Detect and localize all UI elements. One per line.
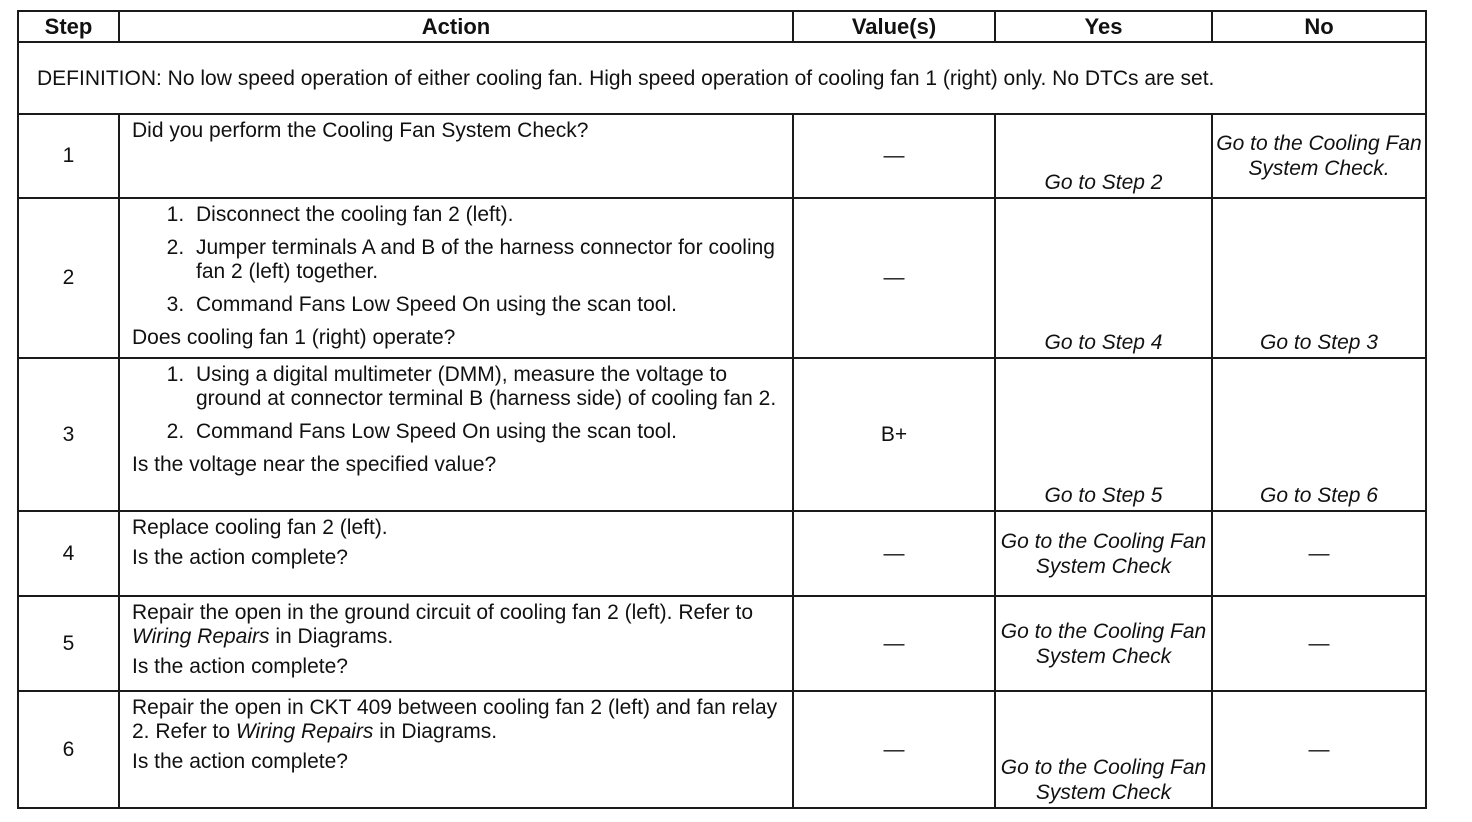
step-number: 1 <box>18 114 119 198</box>
step-number: 2 <box>18 198 119 358</box>
wiring-repairs-reference: Wiring Repairs <box>132 625 270 648</box>
action-text: Did you perform the Cooling Fan System Check? <box>132 119 589 142</box>
definition-text: DEFINITION: No low speed operation of either cooling fan. High speed operation of cooling fan 1 (right) only. No DTCs are set. <box>18 42 1426 114</box>
table-row <box>18 358 1426 511</box>
value-cell: — <box>793 114 995 198</box>
header-row <box>18 11 1426 42</box>
step-number: 6 <box>18 691 119 808</box>
yes-cell: Go to Step 4 <box>995 198 1212 358</box>
diagnostic-table <box>17 10 1427 809</box>
action-text: Repair the open in the ground circuit of cooling fan 2 (left). Refer to Wiring Repairs in Diagrams. <box>132 601 754 648</box>
table-row <box>18 114 1426 198</box>
action-cell <box>119 198 793 358</box>
action-text: Repair the open in CKT 409 between cooling fan 2 (left) and fan relay 2. Refer to Wiring Repairs in Diagrams. <box>132 696 778 743</box>
value-cell: — <box>793 198 995 358</box>
no-cell: — <box>1212 596 1426 691</box>
yes-cell: Go to the Cooling Fan System Check <box>995 596 1212 691</box>
action-step: 2. Jumper terminals A and B of the harness connector for cooling fan 2 (left) together. <box>190 236 782 284</box>
action-text: Replace cooling fan 2 (left). <box>132 516 388 539</box>
no-cell: Go to Step 6 <box>1212 358 1426 511</box>
action-step: 1. Disconnect the cooling fan 2 (left). <box>190 203 782 227</box>
no-cell: — <box>1212 691 1426 808</box>
header-value: Value(s) <box>793 11 995 42</box>
header-yes: Yes <box>995 11 1212 42</box>
action-question: Is the voltage near the specified value? <box>132 453 497 476</box>
table-row <box>18 596 1426 691</box>
value-cell: — <box>793 511 995 596</box>
action-cell <box>119 691 793 808</box>
table-row <box>18 511 1426 596</box>
yes-cell: Go to the Cooling Fan System Check <box>995 511 1212 596</box>
action-step: 1. Using a digital multimeter (DMM), measure the voltage to ground at connector terminal B (harness side) of cooling fan 2. <box>190 363 782 411</box>
wiring-repairs-reference: Wiring Repairs <box>235 720 374 743</box>
step-number: 3 <box>18 358 119 511</box>
action-question: Does cooling fan 1 (right) operate? <box>132 326 456 349</box>
action-question: Is the action complete? <box>132 750 348 773</box>
action-steps <box>132 203 782 317</box>
header-step: Step <box>18 11 119 42</box>
action-step: 2. Command Fans Low Speed On using the scan tool. <box>190 420 782 444</box>
value-cell: B+ <box>793 358 995 511</box>
table-row <box>18 198 1426 358</box>
header-no: No <box>1212 11 1426 42</box>
no-cell: Go to Step 3 <box>1212 198 1426 358</box>
step-number: 5 <box>18 596 119 691</box>
table-row <box>18 691 1426 808</box>
value-cell: — <box>793 596 995 691</box>
action-question: Is the action complete? <box>132 655 348 678</box>
action-cell <box>119 596 793 691</box>
header-action: Action <box>119 11 793 42</box>
value-cell: — <box>793 691 995 808</box>
yes-cell: Go to the Cooling Fan System Check <box>995 691 1212 808</box>
action-cell <box>119 511 793 596</box>
action-question: Is the action complete? <box>132 546 348 569</box>
action-steps <box>132 363 782 444</box>
step-number: 4 <box>18 511 119 596</box>
no-cell: — <box>1212 511 1426 596</box>
yes-cell: Go to Step 5 <box>995 358 1212 511</box>
no-cell: Go to the Cooling Fan System Check. <box>1212 114 1426 198</box>
yes-cell: Go to Step 2 <box>995 114 1212 198</box>
action-cell <box>119 358 793 511</box>
definition-row <box>18 42 1426 114</box>
action-cell <box>119 114 793 198</box>
action-step: 3. Command Fans Low Speed On using the scan tool. <box>190 293 782 317</box>
